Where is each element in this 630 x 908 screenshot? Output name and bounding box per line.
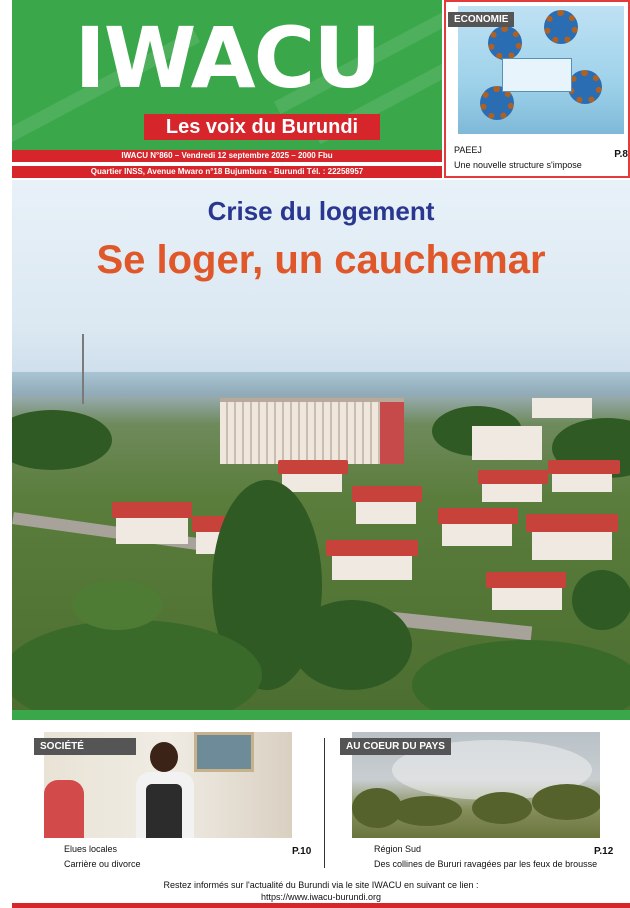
issue-info: IWACU N°860 – Vendredi 12 septembre 2025 – 2000 Fbu xyxy=(12,150,442,162)
house xyxy=(332,552,412,580)
main-story-photo[interactable] xyxy=(12,180,630,710)
society-headline[interactable]: Carrière ou divorce xyxy=(64,859,141,869)
lake-horizon xyxy=(12,372,630,396)
house-roof xyxy=(478,470,548,484)
section-tag-coeur-du-pays: AU COEUR DU PAYS xyxy=(340,738,451,755)
economy-kicker: PAEEJ xyxy=(454,145,482,155)
gear-icon xyxy=(544,10,578,44)
bush xyxy=(472,792,532,824)
column-divider xyxy=(324,738,325,868)
tall-building xyxy=(220,398,404,464)
masthead xyxy=(12,0,442,150)
economy-headline[interactable]: Une nouvelle structure s'impose xyxy=(454,160,582,170)
person-dress xyxy=(146,784,182,838)
tree xyxy=(412,640,630,710)
gear-icon xyxy=(568,70,602,104)
country-headline[interactable]: Des collines de Bururi ravagées par les feux de brousse xyxy=(374,859,598,869)
economy-page-ref: P.8 xyxy=(614,149,628,160)
section-tag-societe: SOCIÉTÉ xyxy=(34,738,136,755)
house-roof xyxy=(326,540,418,556)
chair xyxy=(44,780,84,838)
person-head xyxy=(150,742,178,772)
building-logo xyxy=(502,58,572,92)
house-roof xyxy=(438,508,518,524)
tree xyxy=(12,410,112,470)
society-page-ref: P.10 xyxy=(292,846,312,857)
main-story-kicker: Crise du logement xyxy=(207,196,435,226)
society-kicker: Elues locales xyxy=(64,844,118,854)
antenna-mast xyxy=(82,334,84,404)
bush xyxy=(532,784,600,820)
house xyxy=(116,514,188,544)
building xyxy=(472,426,542,460)
building-accent xyxy=(380,402,404,464)
house-roof xyxy=(352,486,422,502)
newspaper-tagline: Les voix du Burundi xyxy=(144,114,380,140)
building xyxy=(532,398,592,418)
tree xyxy=(572,570,630,630)
house-roof xyxy=(112,502,192,518)
main-story-headline[interactable]: Se loger, un cauchemar xyxy=(96,238,546,282)
economy-teaser[interactable] xyxy=(444,0,630,178)
country-page-ref: P.12 xyxy=(594,846,614,857)
section-tag-economie: ECONOMIE xyxy=(448,12,514,27)
tree xyxy=(292,600,412,690)
address-info: Quartier INSS, Avenue Mwaro n°18 Bujumbura - Burundi Tél. : 22258957 xyxy=(12,166,442,178)
footer-text: Restez informés sur l'actualité du Burundi via le site IWACU en suivant ce lien : xyxy=(163,880,479,890)
house-roof xyxy=(278,460,348,474)
divider-bar xyxy=(12,710,630,720)
bush xyxy=(392,796,462,826)
tree xyxy=(72,580,162,630)
window xyxy=(194,732,254,772)
bottom-bar xyxy=(12,903,630,908)
house-roof xyxy=(526,514,618,532)
newspaper-logo: IWACU xyxy=(74,9,380,107)
country-kicker: Région Sud xyxy=(374,844,422,854)
house-roof xyxy=(486,572,566,588)
gear-icon xyxy=(488,26,522,60)
house-roof xyxy=(548,460,620,474)
footer-url[interactable]: https://www.iwacu-burundi.org xyxy=(260,892,382,902)
